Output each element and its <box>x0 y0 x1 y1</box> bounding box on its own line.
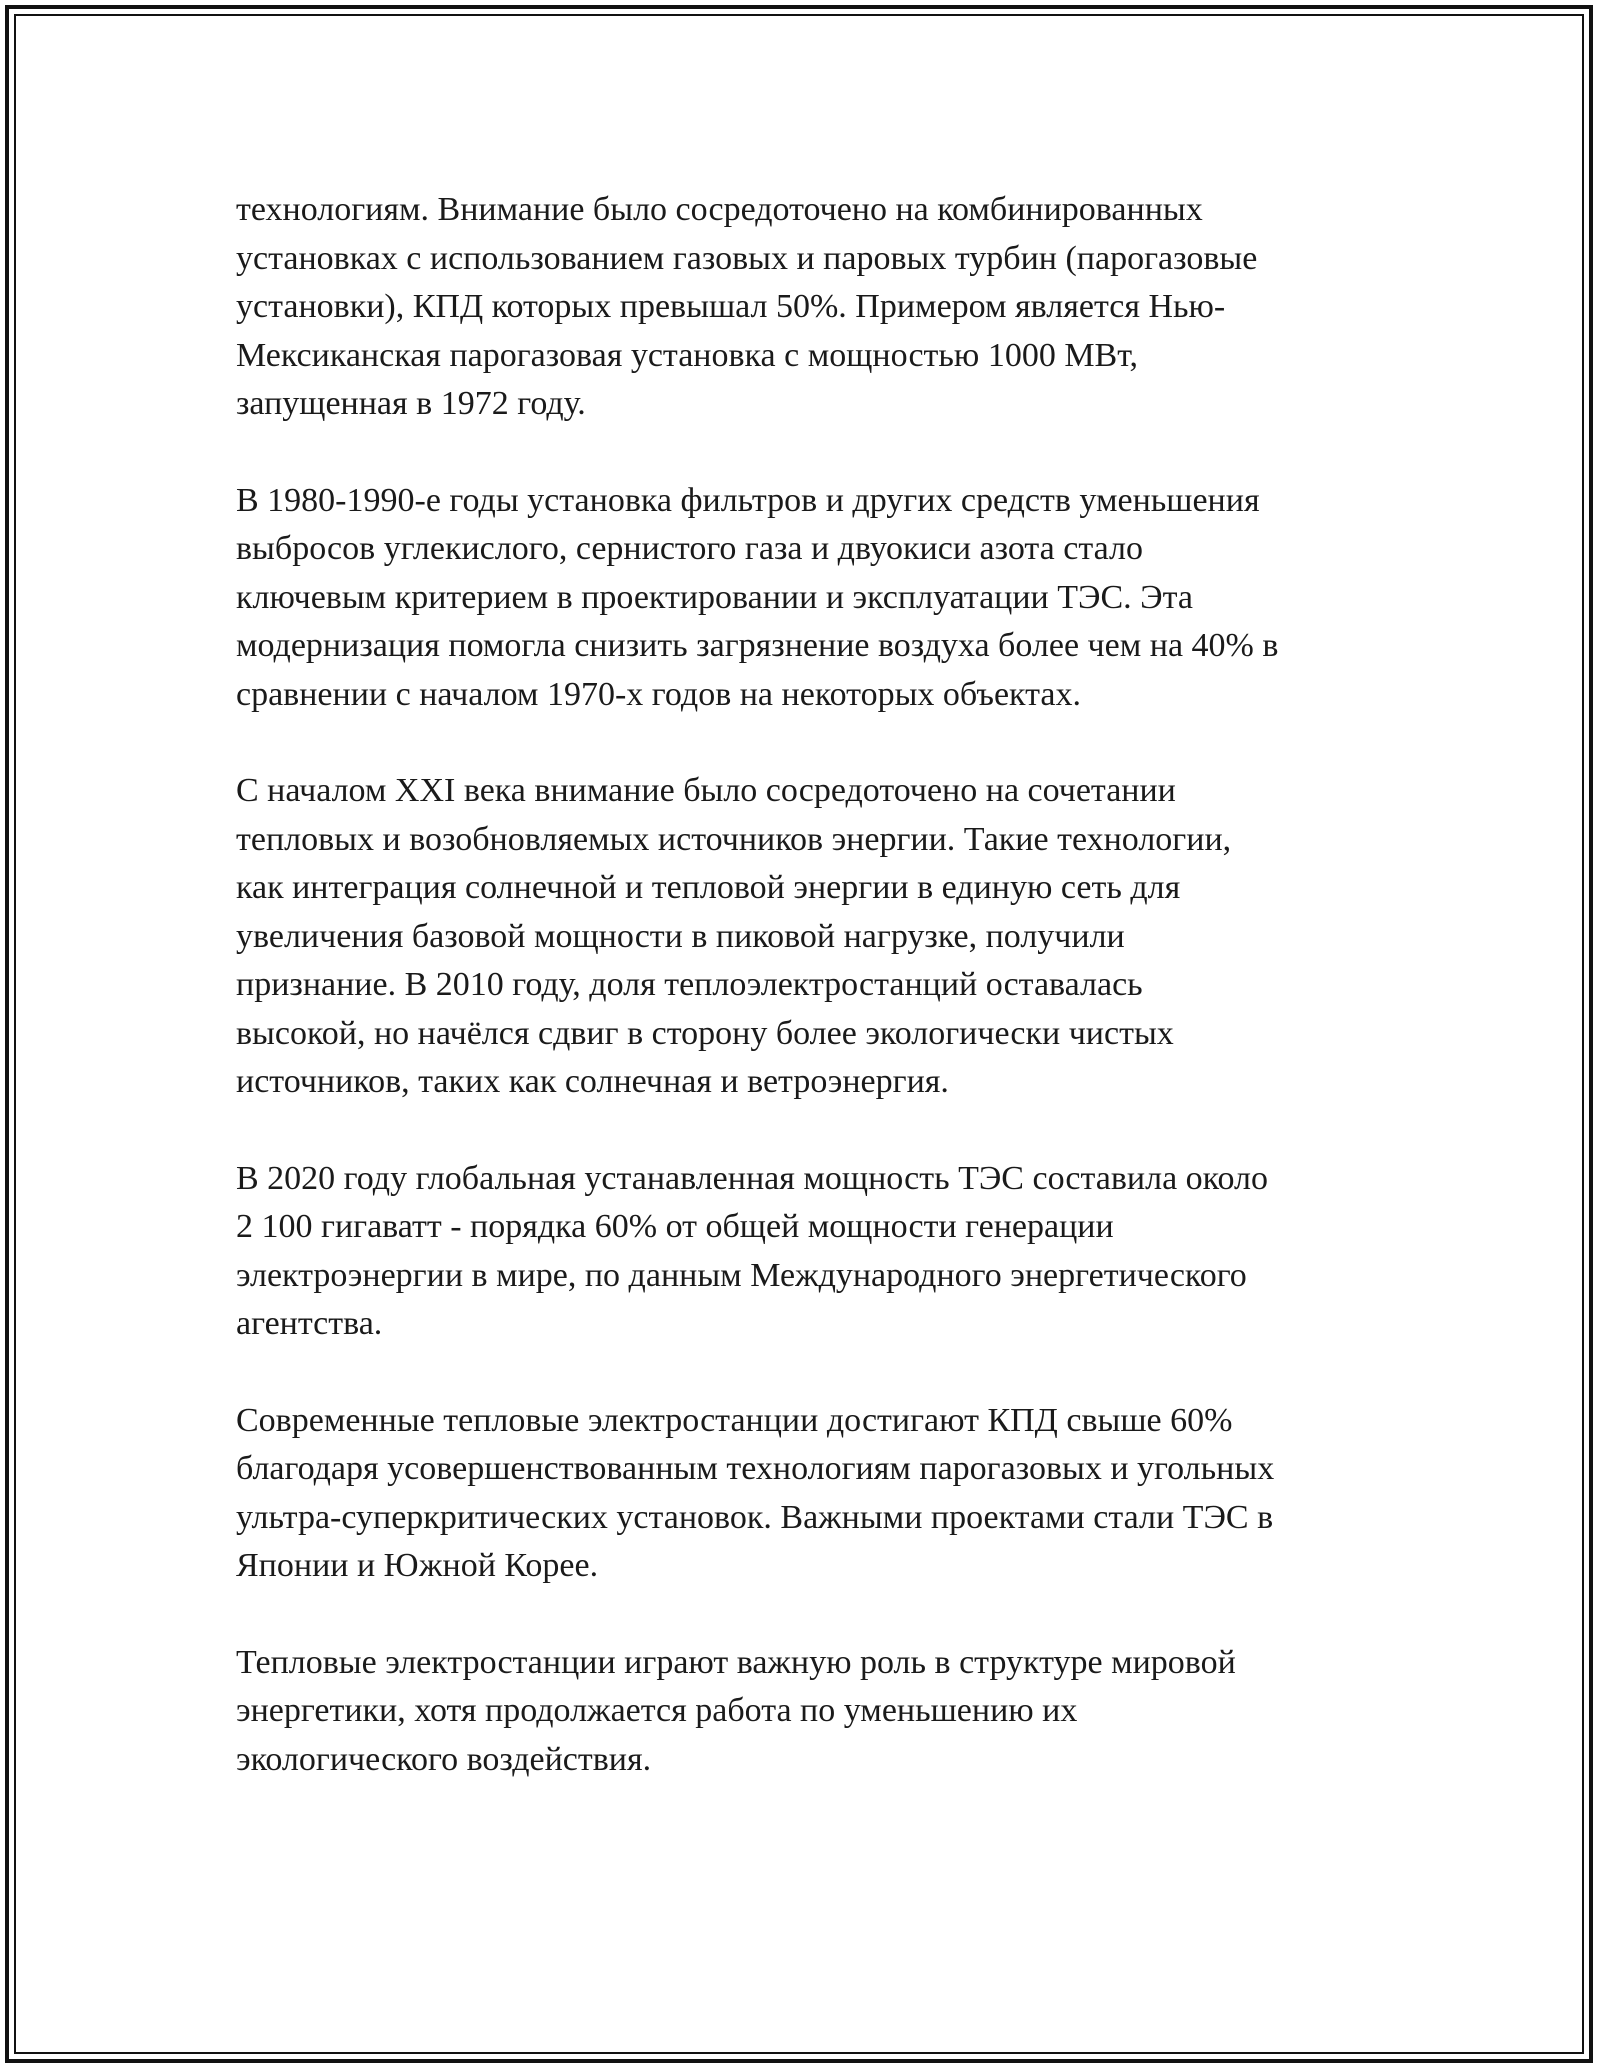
paragraph-5: Современные тепловые электростанции достигают КПД свыше 60% благодаря усовершенствованным технологиям парогазовых и угольных ультра-суперкритических установок. Важными проектами стали ТЭС в Японии и Южной Корее. <box>236 1401 1275 1584</box>
paragraph-6: Тепловые электростанции играют важную роль в структуре мировой энергетики, хотя продолжается работа по уменьшению их экологического воздействия. <box>236 1643 1236 1778</box>
paragraph-4: В 2020 году глобальная устанавленная мощность ТЭС составила около 2 100 гигаватт - порядка 60% от общей мощности генерации электроэнергии в мире, по данным Международного энергетического агентства. <box>236 1159 1268 1342</box>
paragraph-3: С началом XXI века внимание было сосредоточено на сочетании тепловых и возобновляемых источников энергии. Такие технологии, как интеграция солнечной и тепловой энергии в единую сеть для увеличения базовой мощности в пиковой нагрузке, получили признание. В 2010 году, доля теплоэлектростанций оставалась высокой, но начёлся сдвиг в сторону более экологически чистых источников, таких как солнечная и ветроэнергия. <box>236 772 1232 1100</box>
paragraph-1: технологиям. Внимание было сосредоточено на комбинированных установках с использованием газовых и паровых турбин (парогазовые установки), КПД которых превышал 50%. Примером является Нью- Мексиканская парогазовая установка с мощностью 1000 МВт, запущенная в 1972 году. <box>236 191 1258 422</box>
document-body <box>236 186 1396 1832</box>
paragraph-2: В 1980-1990-е годы установка фильтров и других средств уменьшения выбросов углекислого, сернистого газа и двуокиси азота стало ключевым критерием в проектировании и эксплуатации ТЭС. Эта модернизация помогла снизить загрязнение воздуха более чем на 40% в сравнении с началом 1970-х годов на некоторых объектах. <box>236 481 1279 713</box>
